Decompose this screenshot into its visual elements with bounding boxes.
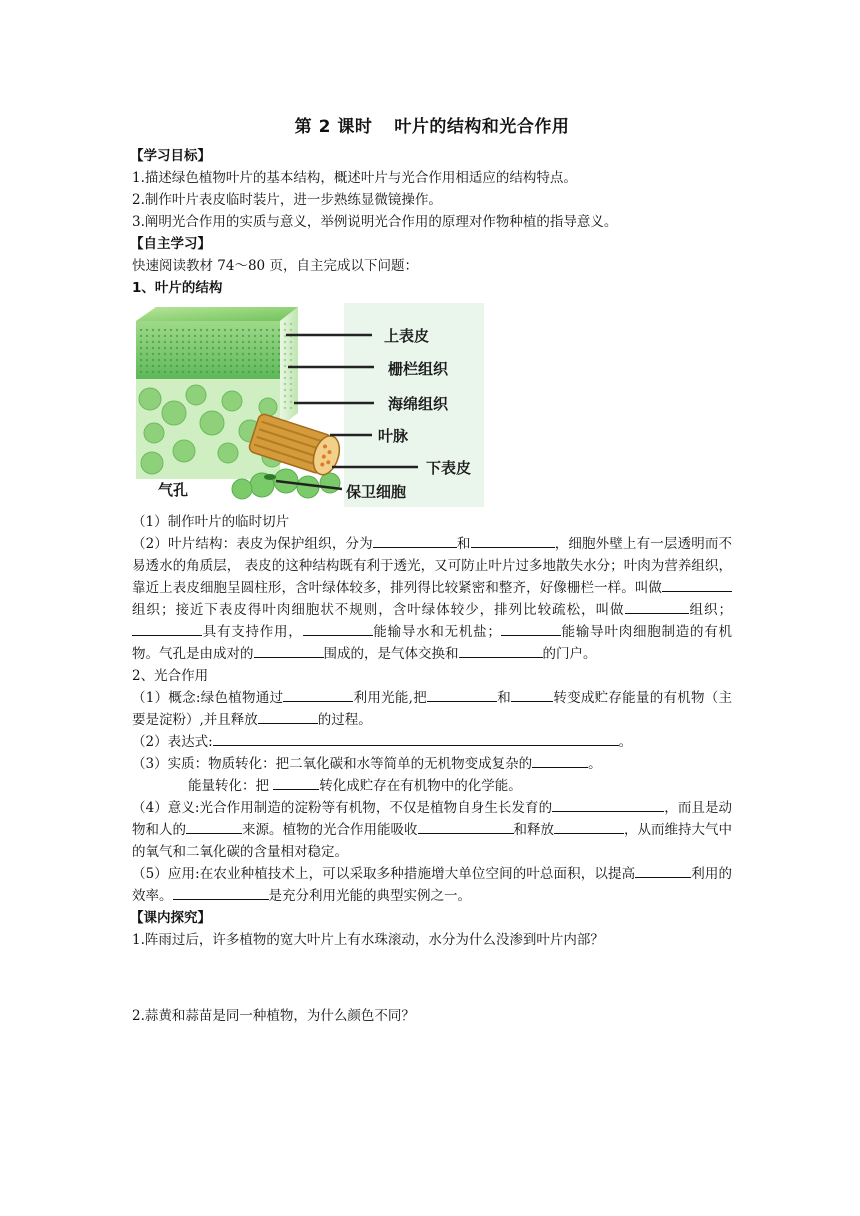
explore-question-1: 1.阵雨过后，许多植物的宽大叶片上有水珠滚动，水分为什么没渗到叶片内部？ [132, 932, 604, 948]
application-text-a: （5）应用:在农业种植技术上，可以采取多种措施增大单位空间的叶总面积，以提高 [132, 866, 636, 882]
q2-text-i: 围成的，是气体交换和 [323, 646, 459, 662]
blank-light-energy[interactable] [273, 775, 319, 790]
label-upper-epidermis: 上表皮 [384, 327, 430, 345]
question-2-leaf-structure [132, 533, 732, 665]
meaning-text-d: 和释放 [513, 822, 554, 838]
concept-text-a: （1）概念:绿色植物通过 [132, 690, 284, 706]
label-guard-cell: 保卫细胞 [346, 483, 407, 501]
concept-text-d: 转变成贮存能量的有机物（主要是淀粉）,并且释放 [132, 690, 733, 728]
blank-transpiration[interactable] [459, 643, 543, 658]
meaning-text-b: ，而且是动物和人的 [132, 800, 733, 838]
energy-conversion [132, 775, 732, 797]
blank-food[interactable] [186, 819, 242, 834]
explore-question-2: 2.蒜黄和蒜苗是同一种植物，为什么颜色不同？ [132, 1008, 415, 1024]
meaning-text-a: （4）意义:光合作用制造的淀粉等有机物，不仅是植物自身生长发育的 [132, 800, 553, 816]
expression-text-b: 。 [618, 734, 633, 750]
blank-absorb[interactable] [418, 819, 514, 834]
blank-guard-cells[interactable] [254, 643, 324, 658]
blank-water[interactable] [511, 687, 553, 702]
blank-vessel[interactable] [303, 621, 373, 636]
section1-title: 1、叶片的结构 [132, 280, 223, 296]
leaf-structure-figure [132, 303, 484, 507]
essence-text-c: 能量转化：把 [188, 778, 274, 794]
blank-expression[interactable] [213, 731, 619, 746]
section2-title: 2、光合作用 [132, 668, 209, 684]
page-title [132, 112, 732, 137]
blank-chloroplast[interactable] [283, 687, 353, 702]
answer-space-1[interactable] [132, 951, 732, 987]
q2-text-h: 能输导叶肉细胞制造的有机物。气孔是由成对的 [132, 624, 733, 662]
meaning-text-e: ，从而维持大气中的氧气和二氧化碳的含量相对稳定。 [132, 822, 732, 860]
lesson-title: 叶片的结构和光合作用 [394, 117, 570, 137]
blank-spongy[interactable] [625, 599, 689, 614]
blank-nutrition[interactable] [552, 797, 664, 812]
label-stoma: 气孔 [158, 481, 189, 499]
essence-text-a: （3）实质：物质转化：把二氧化碳和水等简单的无机物变成复杂的 [132, 756, 533, 772]
blank-release[interactable] [554, 819, 624, 834]
blank-light-use[interactable] [635, 863, 691, 878]
application-question [132, 863, 732, 907]
meaning-text-c: 来源。植物的光合作用能吸收 [242, 822, 418, 838]
explore-heading: 【课内探究】 [130, 910, 211, 926]
answer-space-1b[interactable] [132, 987, 732, 1005]
self-study-intro: 快速阅读教材 74～80 页，自主完成以下问题： [132, 258, 418, 274]
label-lower-epidermis: 下表皮 [426, 459, 472, 477]
blank-upper-epidermis[interactable] [373, 533, 457, 548]
blank-palisade[interactable] [662, 577, 732, 592]
lesson-number: 第 2 课时 [294, 117, 373, 137]
q2-text-b: 和 [456, 536, 471, 552]
concept-text-e: 的过程。 [317, 712, 372, 728]
concept-question [132, 687, 732, 731]
label-vein: 叶脉 [378, 427, 409, 445]
concept-text-c: 和 [497, 690, 512, 706]
label-spongy-tissue: 海绵组织 [388, 395, 449, 413]
application-text-c: 是充分利用光能的典型实例之一。 [268, 888, 471, 904]
q2-text-d: 组织；接近下表皮得叶肉细胞状不规则，含叶绿体较少，排列比较疏松，叫做 [132, 602, 625, 618]
self-study-heading: 【自主学习】 [130, 236, 211, 252]
essence-question [132, 753, 732, 775]
q2-text-j: 的门户。 [542, 646, 597, 662]
worksheet-page [132, 112, 732, 1027]
blank-vein-support[interactable] [132, 621, 202, 636]
q2-text-a: （2）叶片结构：表皮为保护组织，分为 [132, 536, 373, 552]
goal-item-3: 3.阐明光合作用的实质与意义，举例说明光合作用的原理对作物种植的指导意义。 [132, 214, 618, 230]
blank-oxygen[interactable] [258, 709, 318, 724]
blank-organic-matter[interactable] [532, 753, 588, 768]
q2-text-g: 能输导水和无机盐； [372, 624, 501, 640]
label-palisade-tissue: 栅栏组织 [388, 360, 449, 378]
essence-text-d: 转化成贮存在有机物中的化学能。 [319, 778, 522, 794]
meaning-question [132, 797, 732, 863]
goal-item-1: 1.描述绿色植物叶片的基本结构，概述叶片与光合作用相适应的结构特点。 [132, 170, 577, 186]
blank-example[interactable] [173, 885, 269, 900]
q2-text-c: ，细胞外壁上有一层透明而不易透水的角质层， 表皮的这种结构既有利于透光，又可防止叶片过多地散失水分；叶肉为营养组织，靠近上表皮细胞呈圆柱形，含叶绿体较多，排列得比较紧密和整齐，好像栅栏一样。叫做 [132, 536, 733, 596]
expression-text-a: （2）表达式: [132, 734, 213, 750]
q2-text-e: 组织； [688, 602, 733, 618]
goal-item-2: 2.制作叶片表皮临时装片，进一步熟练显微镜操作。 [132, 192, 442, 208]
question-1: （1）制作叶片的临时切片 [132, 514, 290, 530]
q2-text-f: 具有支持作用， [202, 624, 303, 640]
goals-heading: 【学习目标】 [130, 148, 211, 164]
concept-text-b: 利用光能,把 [353, 690, 428, 706]
blank-sieve-tube[interactable] [501, 621, 561, 636]
blank-co2[interactable] [427, 687, 497, 702]
application-text-b: 利用的效率。 [132, 866, 733, 904]
essence-text-b: 。 [588, 756, 602, 772]
blank-lower-epidermis[interactable] [471, 533, 555, 548]
expression-question [132, 731, 732, 753]
